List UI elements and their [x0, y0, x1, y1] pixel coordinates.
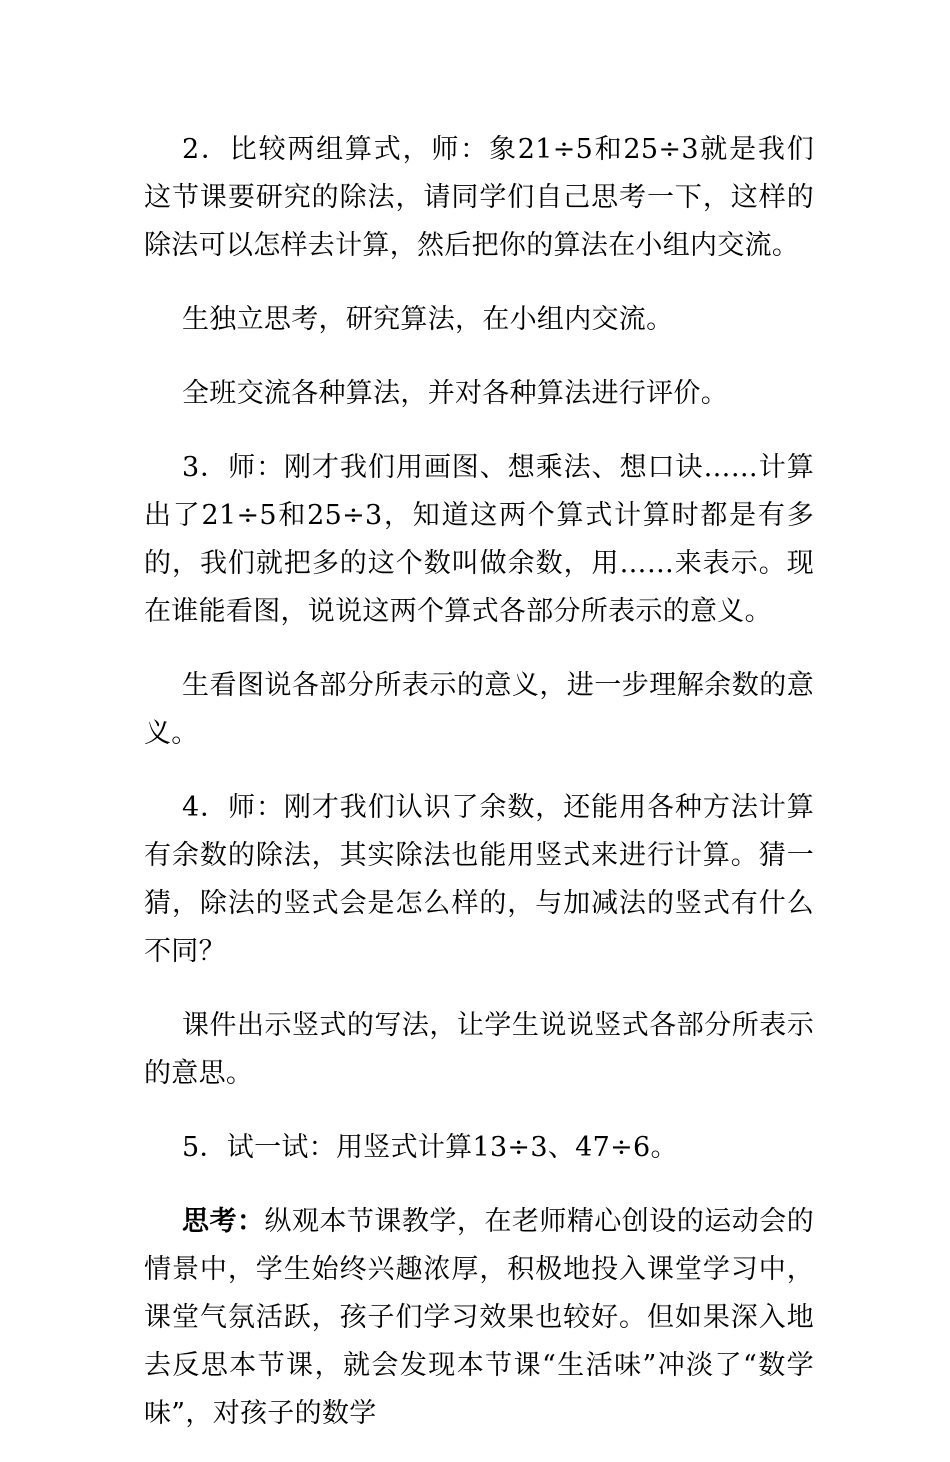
paragraph-step-3: 3．师：刚才我们用画图、想乘法、想口诀……计算出了21÷5和25÷3，知道这两个算式计算时都是有多的，我们就把多的这个数叫做余数，用……来表示。现在谁能看图，说说这两个算式各部分所表示的意义。 — [144, 452, 814, 627]
paragraph-student-thinking: 生独立思考，研究算法，在小组内交流。 — [182, 304, 674, 335]
paragraph-courseware: 课件出示竖式的写法，让学生说说竖式各部分所表示的意思。 — [144, 1010, 814, 1089]
paragraph-reflection — [144, 1198, 814, 1438]
paragraph-step-4: 4．师：刚才我们认识了余数，还能用各种方法计算有余数的除法，其实除法也能用竖式来进行计算。猜一猜，除法的竖式会是怎么样的，与加减法的竖式有什么不同？ — [144, 792, 814, 967]
document-body — [144, 126, 814, 1462]
paragraph-step-2: 2．比较两组算式，师：象21÷5和25÷3就是我们这节课要研究的除法，请同学们自己思考一下，这样的除法可以怎样去计算，然后把你的算法在小组内交流。 — [144, 134, 814, 261]
reflection-label: 思考： — [182, 1206, 265, 1237]
paragraph-step-5: 5．试一试：用竖式计算13÷3、47÷6。 — [182, 1132, 678, 1163]
paragraph-class-exchange: 全班交流各种算法，并对各种算法进行评价。 — [182, 378, 728, 409]
reflection-text: 纵观本节课教学，在老师精心创设的运动会的情景中，学生始终兴趣浓厚，积极地投入课堂学习中，课堂气氛活跃，孩子们学习效果也较好。但如果深入地去反思本节课，就会发现本节课“生活味”冲淡了“数学味”，对孩子的数学 — [144, 1206, 815, 1429]
paragraph-student-remainder: 生看图说各部分所表示的意义，进一步理解余数的意义。 — [144, 670, 814, 749]
